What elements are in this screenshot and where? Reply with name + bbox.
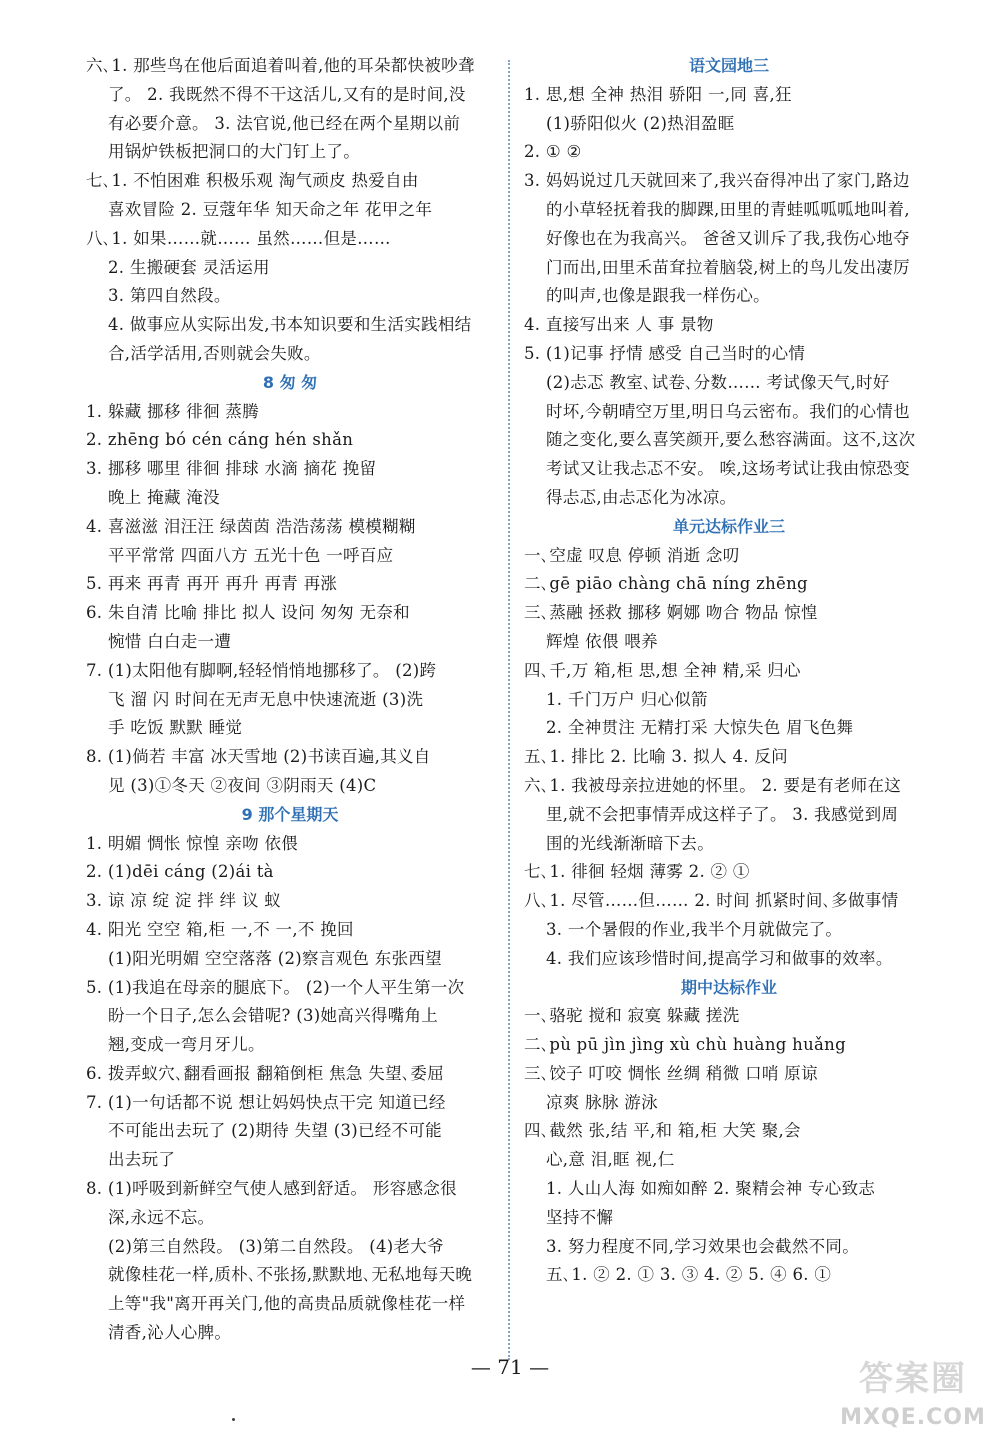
answer-line: 七､1. 不怕困难 积极乐观 淘气顽皮 热爱自由 [86, 171, 419, 191]
answer-line: 2. (1)dēi cáng (2)ái tà [86, 862, 274, 882]
answer-line: 随之变化,要么喜笑颜开,要么愁容满面。这不,这次 [546, 430, 916, 450]
answer-line: 清香,沁人心脾。 [108, 1323, 232, 1343]
answer-line: 3. 努力程度不同,学习效果也会截然不同。 [546, 1236, 860, 1256]
answer-line: 合,活学活用,否则就会失败。 [108, 343, 321, 363]
answer-line: 有必要介意。 3. 法官说,他已经在两个星期以前 [108, 113, 461, 133]
page-number: — 71 — [470, 1355, 550, 1379]
answer-line: (2)第三自然段。 (3)第二自然段。 (4)老大爷 [108, 1236, 444, 1256]
answer-line: 见 (3)①冬天 ②夜间 ③阴雨天 (4)C [108, 775, 377, 795]
answer-line: 八､1. 尽管……但…… 2. 时间 抓紧时间､多做事情 [524, 891, 899, 911]
answer-line: 出去玩了 [108, 1150, 176, 1170]
answer-line: 的叫声,也像是跟我一样伤心。 [546, 286, 770, 306]
answer-line: 四､千,万 箱,柜 思,想 全神 精,采 归心 [524, 660, 801, 680]
answer-line: 5. (1)记事 抒情 感受 自己当时的心情 [524, 343, 806, 363]
answer-line: 8. (1)倘若 丰富 冰天雪地 (2)书读百遍,其义自 [86, 747, 431, 767]
answer-line: 1. 躲藏 挪移 徘徊 蒸腾 [86, 401, 259, 421]
section-heading: 语文园地三 [688, 56, 769, 75]
answer-line: 4. 喜滋滋 泪汪汪 绿茵茵 浩浩荡荡 模模糊糊 [86, 516, 416, 536]
answer-line: 心,意 泪,眶 视,仁 [546, 1150, 675, 1170]
answer-line: 2. zhēng bó cén cáng hén shǎn [86, 430, 354, 450]
answer-line: 1. 明媚 惆怅 惊惶 亲吻 依偎 [86, 833, 299, 853]
answer-line: 用锅炉铁板把洞口的大门钉上了。 [108, 142, 360, 162]
answer-line: 一､骆驼 搅和 寂寞 躲藏 搓洗 [524, 1006, 740, 1026]
answer-line: 一､空虚 叹息 停顿 消逝 念叨 [524, 545, 740, 565]
answer-line: 里,就不会把事情弄成这样子了。 3. 我感觉到周 [546, 804, 899, 824]
answer-line: 喜欢冒险 2. 豆蔻年华 知天命之年 花甲之年 [108, 199, 433, 219]
answer-line: 的小草轻抚着我的脚踝,田里的青蛙呱呱呱地叫着, [546, 199, 910, 219]
answer-line: 盼一个日子,怎么会错呢? (3)她高兴得嘴角上 [108, 1006, 439, 1026]
answer-line: 3. 第四自然段。 [108, 286, 231, 306]
watermark [838, 1353, 988, 1439]
answer-line: 三､饺子 叮咬 惆怅 丝绸 稍微 口哨 原谅 [524, 1063, 818, 1083]
answer-line: 7. (1)一句话都不说 想让妈妈快点干完 知道已经 [86, 1092, 446, 1112]
section-heading: 8 匆 匆 [262, 372, 318, 392]
left-column [86, 52, 494, 1348]
answer-line: 得忐忑,由忐忑化为冰凉。 [546, 487, 737, 507]
answer-line: 八､1. 如果……就…… 虽然……但是…… [86, 228, 391, 248]
answer-line: 2. 生搬硬套 灵活运用 [108, 257, 270, 277]
answer-line: 3. 谅 凉 绽 淀 拌 绊 议 蚁 [86, 891, 282, 911]
answer-line: 晚上 掩藏 淹没 [108, 487, 220, 507]
answer-line: 2. ① ② [524, 142, 582, 162]
answer-line: 五､1. 排比 2. 比喻 3. 拟人 4. 反问 [524, 747, 788, 767]
answer-line: 了。 2. 我既然不得不干这活儿,又有的是时间,没 [108, 84, 466, 104]
answer-line: 8. (1)呼吸到新鲜空气使人感到舒适。 形容感念很 [86, 1179, 457, 1199]
answer-line: 三､蒸融 拯救 挪移 婀娜 吻合 物品 惊惶 [524, 603, 818, 623]
answer-line: 二､gē piāo chàng chā níng zhēng [524, 574, 808, 594]
answer-line: (2)忐忑 教室､试卷､分数…… 考试像天气,时好 [546, 372, 890, 392]
watermark-text: MXQE.COM [840, 1405, 986, 1430]
answer-line: 七､1. 徘徊 轻烟 薄雾 2. ② ① [524, 862, 750, 882]
answer-line: 3. 一个暑假的作业,我半个月就做完了。 [546, 919, 843, 939]
answer-line: 6. 朱自清 比喻 排比 拟人 设问 匆匆 无奈和 [86, 603, 410, 623]
answer-line: 惋惜 白白走一遭 [108, 631, 232, 651]
answer-line: 深,永远不忘。 [108, 1207, 215, 1227]
answer-line: 时坏,今朝晴空万里,明日乌云密布。我们的心情也 [546, 401, 910, 421]
section-heading: 期中达标作业 [680, 977, 777, 997]
right-column [524, 52, 934, 1290]
answer-line: 围的光线渐渐暗下去。 [546, 833, 714, 853]
answer-line: 4. 直接写出来 人 事 景物 [524, 315, 714, 335]
answer-line: 坚持不懈 [546, 1207, 614, 1227]
answer-line: 就像桂花一样,质朴､不张扬,默默地､无私地每天晚 [108, 1265, 473, 1285]
answer-line: 1. 人山人海 如痴如醉 2. 聚精会神 专心致志 [546, 1179, 876, 1199]
answer-line: 6. 拨弄蚁穴､翻看画报 翻箱倒柜 焦急 失望､委屈 [86, 1063, 445, 1083]
answer-line: 飞 溜 闪 时间在无声无息中快速流逝 (3)洗 [108, 689, 424, 709]
answer-line: 不可能出去玩了 (2)期待 失望 (3)已经不可能 [108, 1121, 442, 1141]
answer-line: 翘,变成一弯月牙儿。 [108, 1035, 265, 1055]
answer-line: 六､1. 那些鸟在他后面追着叫着,他的耳朵都快被吵聋 [86, 56, 475, 75]
answer-line: (1)骄阳似火 (2)热泪盈眶 [546, 113, 735, 133]
answer-line: 7. (1)太阳他有脚啊,轻轻悄悄地挪移了。 (2)跨 [86, 660, 437, 680]
section-heading: 单元达标作业三 [672, 516, 785, 536]
answer-line: 门而出,田里禾苗耷拉着脑袋,树上的鸟儿发出凄厉 [546, 257, 910, 277]
answer-line: 好像也在为我高兴。 爸爸又训斥了我,我伤心地夺 [546, 228, 910, 248]
answer-line: 2. 全神贯注 无精打采 大惊失色 眉飞色舞 [546, 718, 854, 738]
print-dot [232, 1418, 235, 1421]
watermark-logo: 答案圈 [859, 1359, 967, 1399]
answer-line: 五､1. ② 2. ① 3. ③ 4. ② 5. ④ 6. ① [546, 1265, 832, 1285]
answer-line: 手 吃饭 默默 睡觉 [108, 718, 243, 738]
answer-line: 六､1. 我被母亲拉进她的怀里。 2. 要是有老师在这 [524, 775, 902, 795]
answer-line: 4. 我们应该珍惜时间,提高学习和做事的效率。 [546, 948, 893, 968]
answer-line: 5. 再来 再青 再开 再升 再青 再涨 [86, 574, 338, 594]
answer-line: 四､截然 张,结 平,和 箱,柜 大笑 聚,会 [524, 1121, 801, 1141]
answer-line: 4. 阳光 空空 箱,柜 一,不 一,不 挽回 [86, 919, 354, 939]
section-heading: 9 那个星期天 [241, 804, 339, 824]
answer-line: 二､pù pū jìn jìng xù chù huàng huǎng [524, 1035, 846, 1055]
answer-line: 3. 挪移 哪里 徘徊 排球 水滴 摘花 挽留 [86, 459, 377, 479]
answer-line: 5. (1)我追在母亲的腿底下。 (2)一个人平生第一次 [86, 977, 465, 997]
answer-line: (1)阳光明媚 空空落落 (2)察言观色 东张西望 [108, 948, 442, 968]
answer-line: 平平常常 四面八方 五光十色 一呼百应 [108, 545, 394, 565]
answer-line: 1. 千门万户 归心似箭 [546, 689, 708, 709]
column-divider [508, 60, 510, 1360]
answer-line: 3. 妈妈说过几天就回来了,我兴奋得冲出了家门,路边 [524, 171, 910, 191]
answer-line: 辉煌 依偎 喂养 [546, 631, 658, 651]
answer-line: 考试又让我忐忑不安。 唉,这场考试让我由惊恐变 [546, 459, 910, 479]
answer-line: 1. 思,想 全神 热泪 骄阳 一,同 喜,狂 [524, 84, 792, 104]
answer-line: 上等"我"离开再关门,他的高贵品质就像桂花一样 [108, 1294, 466, 1314]
answer-line: 4. 做事应从实际出发,书本知识要和生活实践相结 [108, 315, 472, 335]
answer-line: 凉爽 脉脉 游泳 [546, 1092, 658, 1112]
